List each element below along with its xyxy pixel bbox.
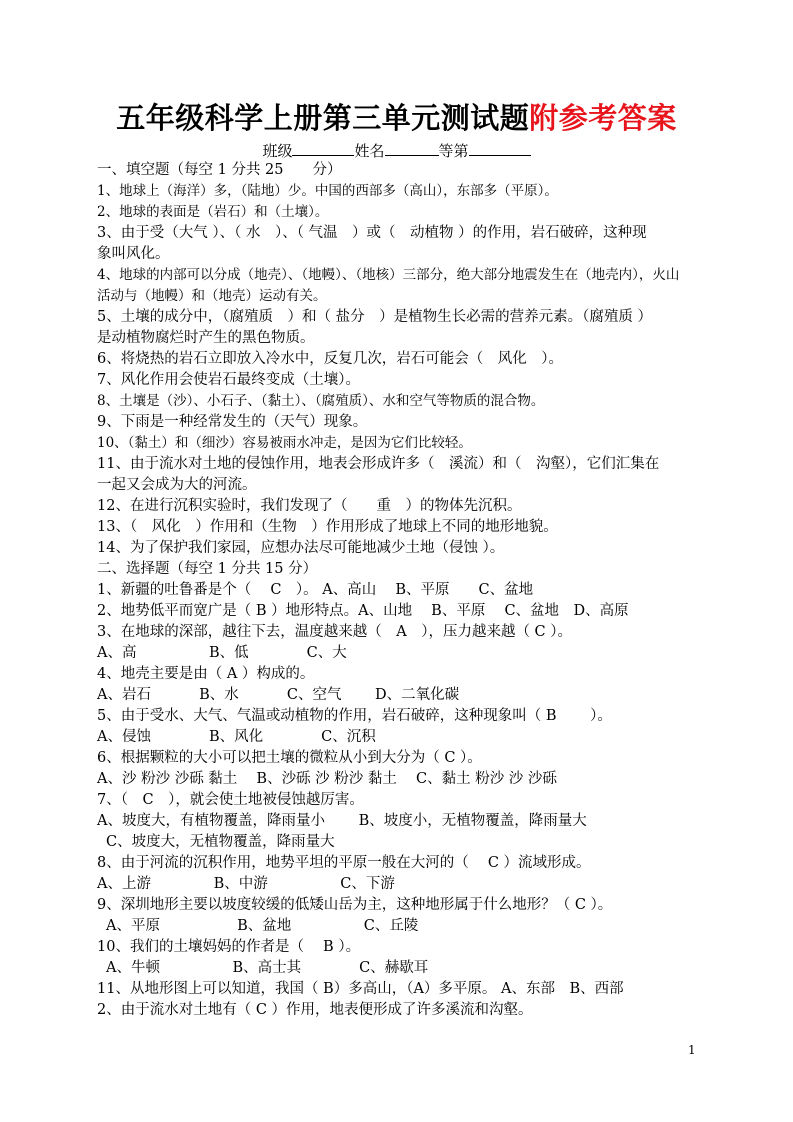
question-line: 2、地势低平而宽广是（ B ）地形特点。A、山地 B、平原 C、盆地 D、高原	[97, 603, 629, 619]
question-line: 5、土壤的成分中，（腐殖质 ）和（ 盐分 ）是植物生长必需的营养元素。（腐殖质 ）	[97, 309, 652, 325]
question-line: 13、（ 风化 ）作用和（生物 ）作用形成了地球上不同的地形地貌。	[97, 519, 558, 535]
question-line: 活动与（地幔）和（地壳）运动有关。	[97, 288, 327, 304]
question-line: 9、深圳地形主要以坡度较缓的低矮山岳为主，这种地形属于什么地形？（ C ）。	[97, 897, 613, 913]
class-blank[interactable]	[292, 141, 354, 156]
question-line: 是动植物腐烂时产生的黑色物质。	[97, 330, 315, 346]
class-label: 班级	[262, 142, 293, 160]
question-line: 8、土壤是（沙）、小石子、（黏土）、（腐殖质）、水和空气等物质的混合物。	[97, 393, 545, 409]
question-line: 7、风化作用会使岩石最终变成（土壤）。	[97, 372, 360, 388]
answer-options: A、侵蚀 B、风化 C、沉积	[97, 729, 376, 745]
grade-blank[interactable]	[469, 141, 531, 156]
question-line: 9、下雨是一种经常发生的（天气）现象。	[97, 414, 368, 430]
question-line: 6、将烧热的岩石立即放入冷水中，反复几次，岩石可能会（ 风化 ）。	[97, 351, 563, 367]
title-main: 五年级科学上册第三单元测试题	[116, 101, 530, 135]
section-heading-multiple-choice: 二、选择题（每空 1 分共 15 分）	[97, 561, 318, 577]
answer-options: A、高 B、低 C、大	[97, 645, 347, 661]
grade-label: 等第	[438, 142, 469, 160]
answer-options: A、坡度大，有植物覆盖，降雨量小 B、坡度小，无植物覆盖，降雨量大	[97, 813, 587, 829]
question-line: 象叫风化。	[97, 246, 170, 262]
question-line: 10、我们的土壤妈妈的作者是（ B ）。	[97, 939, 361, 955]
question-line: 1、地球上（海洋）多，（陆地）少。中国的西部多（高山），东部多（平原）。	[97, 183, 558, 199]
student-info-line	[0, 140, 793, 161]
page-title	[0, 96, 793, 137]
question-line: 11、从地形图上可以知道，我国（ B）多高山，（A）多平原。 A、东部 B、西部	[97, 981, 624, 997]
question-line: 4、地球的内部可以分成（地壳）、（地幔）、（地核）三部分，绝大部分地震发生在（地壳内），火山	[97, 267, 680, 283]
question-line: 4、地壳主要是由（ A ）构成的。	[97, 666, 315, 682]
question-line: 1、新疆的吐鲁番是个（ C ）。 A、高山 B、平原 C、盆地	[97, 582, 534, 598]
question-line: 2、由于流水对土地有（ C ）作用，地表便形成了许多溪流和沟壑。	[97, 1002, 533, 1018]
question-line: 11、由于流水对土地的侵蚀作用，地表会形成许多（ 溪流）和（ 沟壑），它们汇集在	[97, 456, 660, 472]
answer-options: A、沙 粉沙 沙砾 黏土 B、沙砾 沙 粉沙 黏土 C、黏土 粉沙 沙 沙砾	[97, 771, 557, 787]
question-line: 8、由于河流的沉积作用，地势平坦的平原一般在大河的（ C ）流域形成。	[97, 855, 591, 871]
question-line: 12、在进行沉积实验时，我们发现了（ 重 ）的物体先沉积。	[97, 498, 522, 514]
question-line: 3、由于受（大气 ）、（ 水 ）、（ 气温 ）或（ 动植物 ）的作用，岩石破碎，这种现	[97, 225, 647, 241]
question-line: 2、地球的表面是（岩石）和（土壤）。	[97, 204, 329, 220]
question-line: 一起又会成为大的河流。	[97, 477, 257, 493]
name-label: 姓名	[354, 142, 385, 160]
answer-options: A、牛顿 B、高士其 C、赫歇耳	[106, 960, 429, 976]
question-body	[97, 160, 697, 1021]
answer-options: C、坡度大，无植物覆盖，降雨量大	[106, 834, 335, 850]
question-line: 3、在地球的深部，越往下去，温度越来越（ A ），压力越来越（ C ）。	[97, 624, 573, 640]
section-heading-fill-blank: 一、填空题（每空 1 分共 25 分）	[97, 162, 342, 178]
answer-options: A、上游 B、中游 C、下游	[97, 876, 395, 892]
question-line: 5、由于受水、大气、气温或动植物的作用，岩石破碎，这种现象叫（ B ）。	[97, 708, 612, 724]
title-accent: 附参考答案	[529, 101, 677, 135]
name-blank[interactable]	[385, 141, 439, 156]
question-line: 6、根据颗粒的大小可以把土壤的微粒从小到大分为（ C ）。	[97, 750, 482, 766]
question-line: 14、为了保护我们家园，应想办法尽可能地减少土地（侵蚀 ）。	[97, 540, 505, 556]
answer-options: A、平原 B、盆地 C、丘陵	[106, 918, 419, 934]
page-number: 1	[688, 1043, 696, 1057]
answer-options: A、岩石 B、水 C、空气 D、二氧化碳	[97, 687, 460, 703]
question-line: 7、（ C ），就会使土地被侵蚀越厉害。	[97, 792, 364, 808]
question-line: 10、（黏土）和（细沙）容易被雨水冲走，是因为它们比较轻。	[97, 435, 472, 451]
